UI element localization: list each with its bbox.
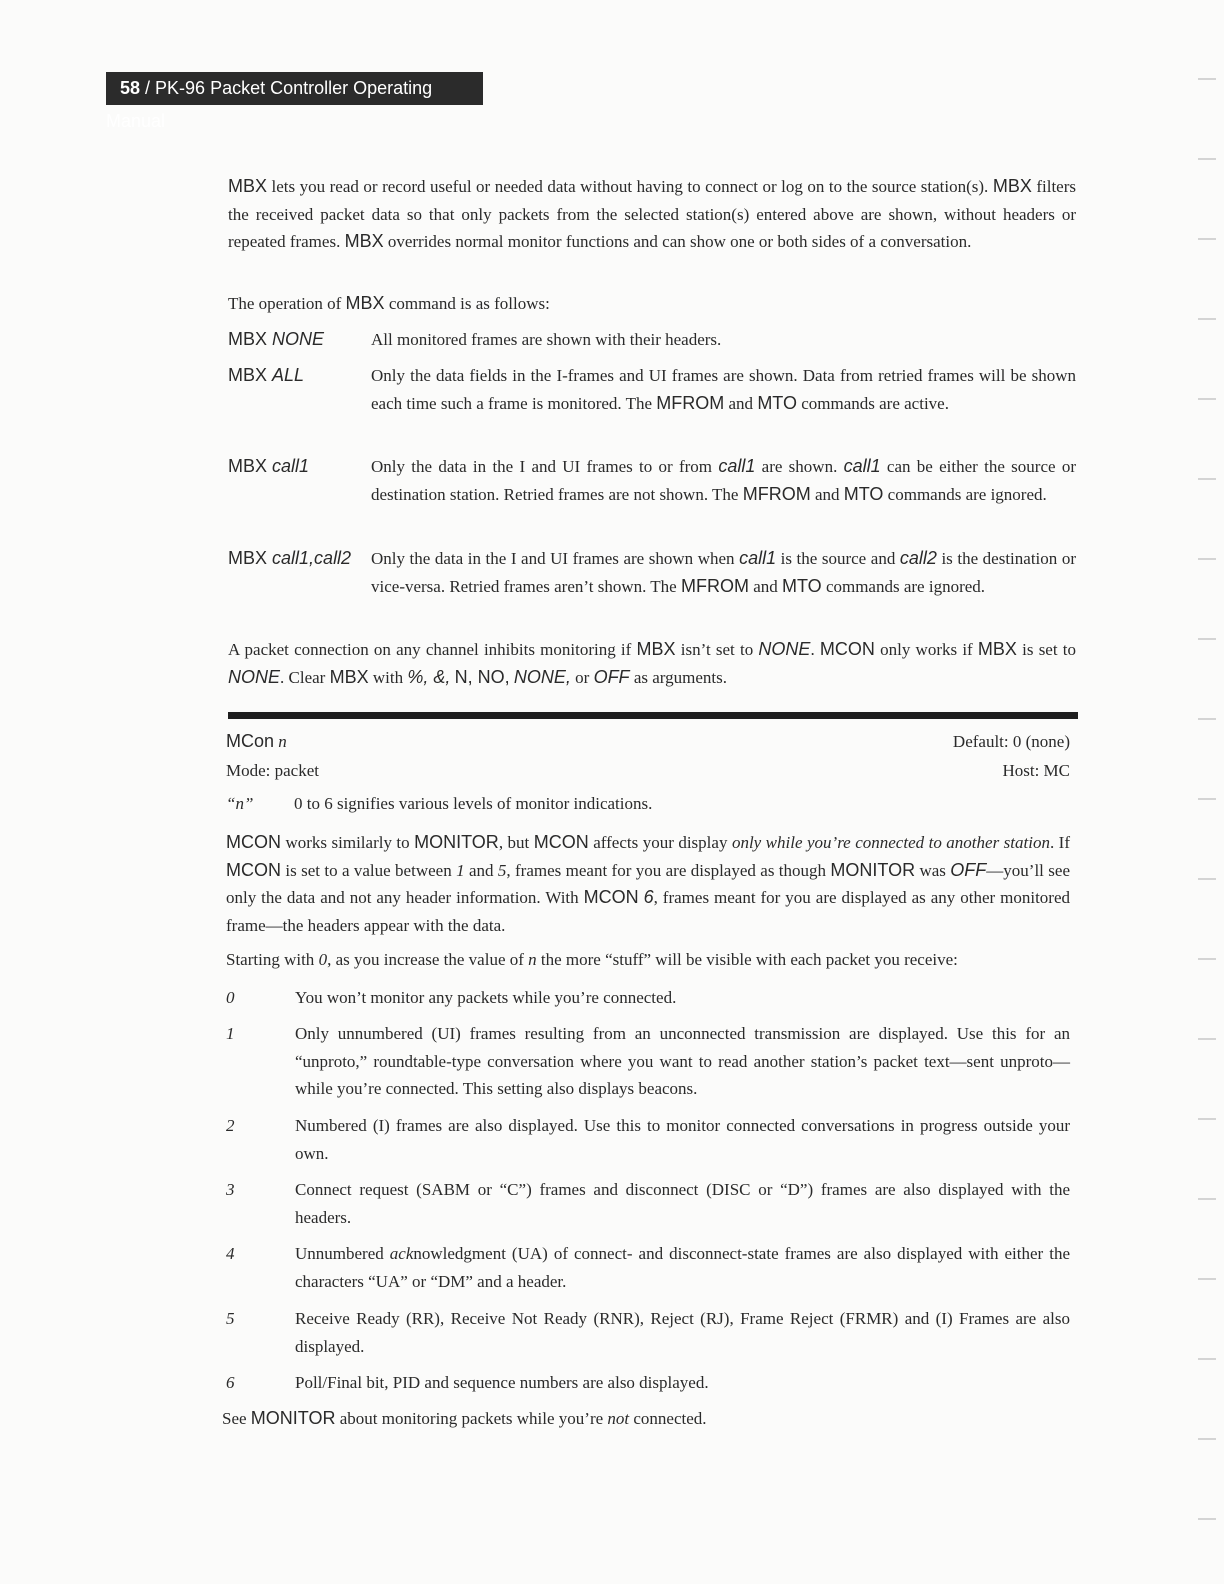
option-desc: Only the data in the I and UI frames are shown when call1 is the source and call2 is the destination or vice-versa. Retried frames aren’t shown. The MFROM and MTO commands are ignored.	[371, 548, 1076, 596]
level-text: Unnumbered acknowledgment (UA) of connect- and disconnect-state frames are also displayed with either the characters “UA” or “DM” and a header.	[295, 1244, 1070, 1291]
param-name: “n”	[226, 794, 254, 813]
mcon-paragraph-2: Starting with 0, as you increase the value of n the more “stuff” will be visible with each packet you receive:	[226, 950, 958, 969]
level-item-2	[226, 1112, 1070, 1170]
mbx-option-all	[228, 362, 1076, 447]
level-text: Only unnumbered (UI) frames resulting from an unconnected transmission are displayed. Use this for an “unproto,” roundtable-type conversation where you want to read another station’s packet text—sent unproto—while you’re connected. This setting also displays beacons.	[295, 1024, 1070, 1098]
level-item-5	[226, 1305, 1070, 1363]
param-desc: 0 to 6 signifies various levels of monitor indications.	[294, 794, 653, 813]
level-text: Connect request (SABM or “C”) frames and disconnect (DISC or “D”) frames are also displayed with the headers.	[295, 1180, 1070, 1227]
mcon-host: Host: MC	[1002, 761, 1070, 780]
level-text: Numbered (I) frames are also displayed. Use this to monitor connected conversations in progress outside your own.	[295, 1116, 1070, 1163]
page-number: 58	[120, 78, 141, 98]
option-desc: Only the data in the I and UI frames to or from call1 are shown. call1 can be either the source or destination station. Retried frames are not shown. The MFROM and MTO commands are ignored.	[371, 456, 1076, 504]
level-number: 3	[226, 1180, 235, 1199]
option-term: MBX call1	[228, 456, 310, 476]
mcon-heading-row	[226, 728, 1070, 756]
mcon-mode: Mode: packet	[226, 761, 319, 780]
page-header	[106, 72, 483, 131]
mbx-option-call1-call2	[228, 545, 1076, 630]
level-item-1	[226, 1020, 1070, 1105]
intro-paragraph-2: The operation of MBX command is as follows:	[228, 293, 550, 313]
mbx-option-call1	[228, 453, 1076, 538]
level-number: 2	[226, 1116, 235, 1135]
section-divider	[228, 712, 1078, 719]
option-term: MBX call1,call2	[228, 548, 352, 568]
mcon-command: MCon n	[226, 731, 287, 751]
option-desc: Only the data fields in the I-frames and UI frames are shown. Data from retried frames will be shown each time such a frame is monitored. The MFROM and MTO commands are active.	[371, 366, 1076, 413]
level-number: 4	[226, 1244, 235, 1263]
option-term: MBX NONE	[228, 329, 325, 349]
level-text: Poll/Final bit, PID and sequence numbers are also displayed.	[295, 1373, 709, 1392]
intro-paragraph-1: MBX lets you read or record useful or needed data without having to connect or log on to the source station(s). MBX filters the received packet data so that only packets from the selected station(s) entered above are shown, without headers or repeated frames. MBX overrides normal monitor functions and can show one or both sides of a conversation.	[228, 176, 1077, 251]
level-number: 1	[226, 1024, 235, 1043]
option-desc: All monitored frames are shown with their headers.	[371, 330, 722, 349]
level-number: 6	[226, 1373, 235, 1392]
level-number: 5	[226, 1309, 235, 1328]
mcon-mode-row	[226, 757, 1070, 785]
level-item-0	[226, 984, 1070, 1014]
mcon-paragraph-1: MCON works similarly to MONITOR, but MCON affects your display only while you’re connected to another station. If MCON is set to a value between 1 and 5, frames meant for you are displayed as though MONITOR was OFF—you’ll see only the data and not any header information. With MCON 6, frames meant for you are displayed as any other monitored frame—the headers appear with the data.	[226, 832, 1071, 935]
level-item-3	[226, 1176, 1070, 1234]
see-also-note: See MONITOR about monitoring packets while you’re not connected.	[222, 1408, 707, 1428]
level-item-4	[226, 1240, 1070, 1298]
margin-tick-marks	[1184, 0, 1224, 1584]
level-item-6	[226, 1369, 1070, 1399]
mbx-note: A packet connection on any channel inhibits monitoring if MBX isn’t set to NONE. MCON only works if MBX is set to NONE. Clear MBX with %, &, N, NO, NONE, or OFF as arguments.	[228, 639, 1077, 687]
level-number: 0	[226, 988, 235, 1007]
mbx-option-none	[228, 326, 1076, 356]
option-term: MBX ALL	[228, 365, 305, 385]
mcon-param-row	[226, 790, 1070, 818]
mcon-default: Default: 0 (none)	[952, 732, 1070, 751]
level-text: Receive Ready (RR), Receive Not Ready (RNR), Reject (RJ), Frame Reject (FRMR) and (I) Frames are also displayed.	[295, 1309, 1070, 1356]
level-text: You won’t monitor any packets while you’re connected.	[295, 988, 677, 1007]
manual-title: / PK-96 Packet Controller Operating Manual	[106, 78, 433, 131]
